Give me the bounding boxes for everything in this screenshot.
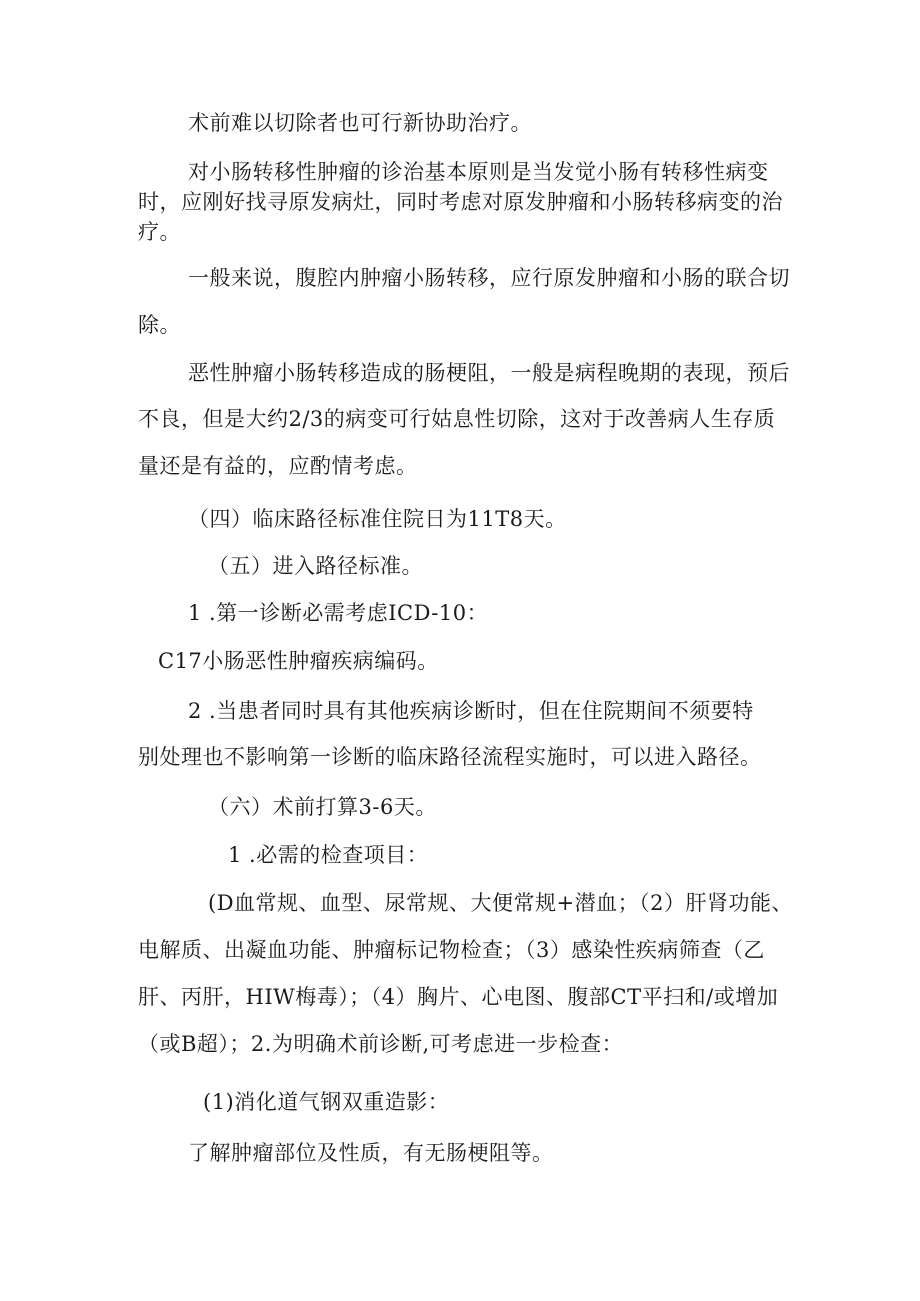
paragraph-line: 除。 (138, 313, 181, 337)
paragraph-line: 疗。 (138, 220, 181, 244)
paragraph-line: 对小肠转移性肿瘤的诊治基本原则是当发觉小肠有转移性病变 (188, 160, 769, 184)
paragraph-line: 不良，但是大约2/3的病变可行姑息性切除，这对于改善病人生存质 (138, 407, 776, 431)
paragraph-line: 术前难以切除者也可行新协助治疗。 (188, 111, 532, 135)
paragraph-line: 别处理也不影响第一诊断的临床路径流程实施时，可以进入路径。 (138, 745, 762, 769)
paragraph-line: 电解质、出凝血功能、肿瘤标记物检查；（3）感染性疾病筛查（乙 (138, 938, 765, 962)
paragraph-line: 2 .当患者同时具有其他疾病诊断时，但在住院期间不须要特 (188, 699, 754, 723)
paragraph-line: 了解肿瘤部位及性质，有无肠梗阻等。 (188, 1141, 554, 1165)
paragraph-line: 1 .第一诊断必需考虑ICD-10： (188, 601, 489, 625)
paragraph-line: 肝、丙肝，HIW梅毒）；（4）胸片、心电图、腹部CT平扫和/或增加 (138, 985, 779, 1009)
paragraph-line: （五）进入路径标准。 (208, 554, 423, 578)
paragraph-line: 量还是有益的，应酌情考虑。 (138, 454, 418, 478)
paragraph-line: C17小肠恶性肿瘤疾病编码。 (158, 649, 439, 673)
paragraph-line: （六）术前打算3-6天。 (208, 795, 437, 819)
paragraph-line: (D血常规、血型、尿常规、大便常规+潜血；（2）肝肾功能、 (208, 891, 793, 915)
paragraph-line: 1 .必需的检查项目： (228, 843, 429, 867)
paragraph-line: （或B超）；2.为明确术前诊断,可考虑进一步检查： (138, 1032, 624, 1056)
paragraph-line: (1)消化道气钢双重造影： (203, 1090, 450, 1114)
paragraph-line: 时，应刚好找寻原发病灶，同时考虑对原发肿瘤和小肠转移病变的治 (138, 190, 783, 214)
paragraph-line: 恶性肿瘤小肠转移造成的肠梗阻，一般是病程晚期的表现，预后 (188, 361, 790, 385)
paragraph-line: （四）临床路径标准住院日为11T8天。 (188, 507, 567, 531)
paragraph-line: 一般来说，腹腔内肿瘤小肠转移，应行原发肿瘤和小肠的联合切 (188, 266, 790, 290)
